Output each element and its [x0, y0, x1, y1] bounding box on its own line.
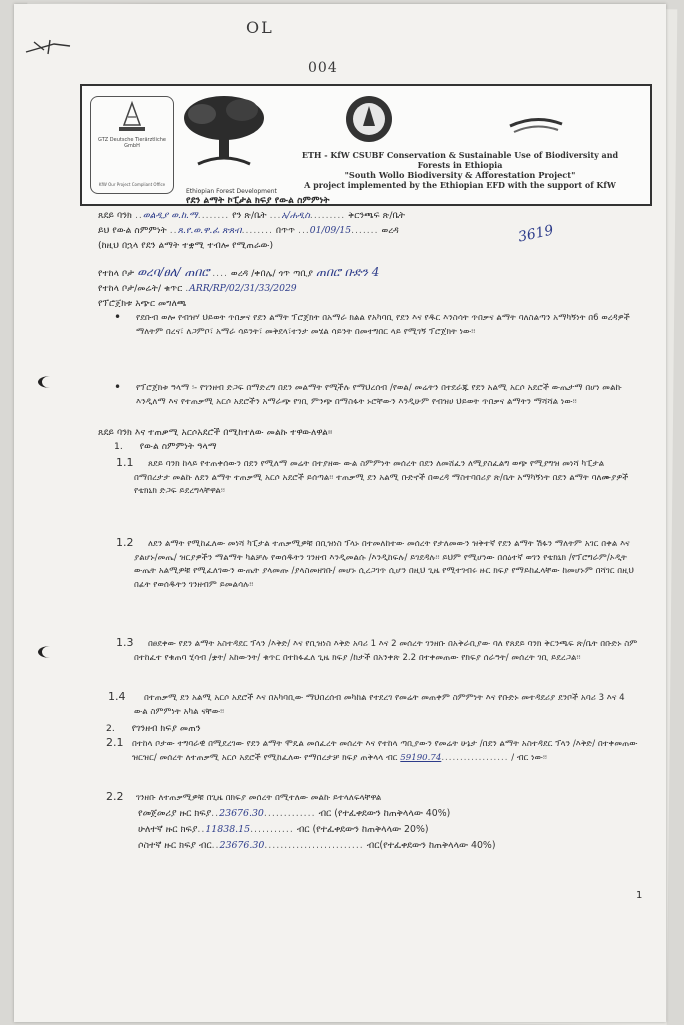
bullet-marker: • — [114, 310, 122, 324]
site-value: ወረባ/ፀለ/ ጠበሮ — [137, 265, 210, 279]
banner-line-4: A project implemented by the Ethiopian EFD with the support of KfW — [304, 180, 616, 190]
handwritten-doc-number: 004 — [308, 60, 338, 76]
section-1-heading: 1. የውል ስምምነት ዓላማ — [114, 441, 217, 452]
address-line: የተከላ ቦታ ወረባ/ፀለ/ ጠበሮ .... ወረዳ /ቀበሌ/ ጎጥ ጣቢያ ጠበሮ ቡድን 4 — [98, 265, 380, 279]
field-agreement-line: ይህ የውል ስምምነት ..ጸ.የ.ወ.ዋ.ፈ ጽጸብ........ በጥጥ ...01/09/15....... ወረዳ — [98, 225, 399, 236]
project-banner — [80, 84, 652, 206]
gtz-logo-subtext: KfW Our Project Compliant Office — [98, 182, 166, 187]
banner-line-1: ETH - KfW CSUBF Conservation & Sustainable Use of Biodiversity and — [301, 150, 619, 160]
gtz-logo-text: GTZ Deutsche Tierärztliche GmbH — [98, 137, 166, 149]
site-label: የተከላ ቦታ — [98, 268, 135, 279]
handwritten-top-mark: OL — [246, 18, 274, 37]
clause-1-1-number: 1.1 — [116, 456, 134, 469]
date-value: 01/09/15 — [309, 225, 352, 236]
clause-2-1-number: 2.1 — [106, 736, 124, 749]
clause-1-2-text: ለደን ልማት የሚከፈለው መነሻ ካፒታል ተጠቃሚዎቹ በቢዝነስ ፕላኑ በተመለከተው መሰረት የታለመውን ዝቅተኛ የደን ልማት ሽፋን ማለትም አገር በቀል እና ያልሆኑ/መጤ/ ዝርያዎችን ማልማት ካልቻሉ የወሰዱትን ገንዘብ እንዲመልሱ /እንዲከፍሉ/ ይገደዳሉ፡፡ ይህም የሚሆነው በሰዕተኛ ወገን የቴክኒክ /የፕሮግራም/ኦዲት ውጤት አልሚዎቹ የሚፈለገውን ውጤት ያላመጡ /ያላስመዘገቡ/ መሆኑ ሲረጋገጥ ሲሆን በዚህ ጊዜ የሚተገብሩ ዙር ክፍያ የማይከፈላቸው ከመሆኑም በሻገር በዚህ በፊት የወሰዱትን ገንዘብም ይመልሳሉ፡፡ — [134, 539, 634, 590]
clause-2-1-text: በተከላ ቦታው ተግባራዊ በሚደረገው የደን ልማት ሞዴል መሰፈረት መሰረት እና የተከላ ጣቢያውን የመሬት ሁኔታ /በደን ልማት አስተዳደር ፕላን /እቅድ/ በተቀመጠው ዝርዝር/ መሰረት ለተጠቃሚ አርሶ አደሮች የሚከፈለው የማበረታቻ ክፍያ ጠቅላላ ብር 59190.74.................. / ብር ነው፡፡ — [132, 739, 638, 763]
site-value-2: ጠበሮ ቡድን 4 — [316, 265, 380, 279]
installment-2-amount: 11838.15 — [205, 824, 251, 835]
beneficiary-note: (ከዚህ በኋላ የደን ልማት ተቋሚ ተብሎ የሚጠራው) — [98, 240, 274, 251]
banner-line-2: Forests in Ethiopia — [417, 160, 503, 170]
installment-row: የመጀመሪያ ዙር ክፍያ..23676.30............. ብር (የተፈቀደውን ከጠቅላላው 40%) — [138, 808, 451, 819]
agreement-label: ይህ የውል ስምምነት — [98, 225, 167, 236]
banner-line-3: "South Wollo Biodiversity & Afforestation Project" — [344, 170, 576, 180]
clause-1-3-number: 1.3 — [116, 636, 134, 649]
bullet-marker: • — [114, 380, 122, 394]
bank-office-value: አ/ሐዲስ — [281, 210, 310, 221]
page-number: 1 — [636, 890, 643, 901]
punch-hole — [38, 376, 62, 388]
pen-scribble-icon — [24, 36, 72, 58]
banner-title — [278, 150, 642, 190]
bullet-2-text: የፕሮጀክቱ ዓላማ ፡- የገንዘብ ድጋፍ በማድረግ በደን መልማት የሚችሉ የማህረሰብ /የወል/ መሬትን በተደራጁ የደን አልሚ አርሶ አደሮች ውጤታማ በሆነ መልኩ እንዲለማ እና የተጠቃሚ አርሶ አደሮችን አማራጭ የገቢ ምንጭ በማስፋት ኑሮቸውን እንዲሁም የብዝሀ ህይወት ጥበቃና ልማትን ማሻሻል ነው፡፡ — [136, 383, 622, 407]
date-label: በጥጥ — [275, 225, 296, 236]
agreement-intro: ጸደይ ባንክ እና ተጠቃሚ አርሶአደሮች በሚከተለው መልኩ ተዋውለዋል፡፡ — [98, 427, 333, 438]
code-value: ARR/RP/02/31/33/2029 — [189, 283, 297, 294]
clause-1-4-text: በተጠቃሚ ደን አልሚ አርሶ አደሮች እና በአካባቢው ማህበረሰብ መካከል የተደረገ የመሬት መጠቀም ስምምነት እና የቡድኑ መተዳደሪያ ደንቦች አባሪ 3 እና 4 ውል ስምምነት አካል ናቸው፡፡ — [134, 693, 625, 717]
efd-seal-icon — [344, 94, 394, 144]
clause-1-2-number: 1.2 — [116, 536, 134, 549]
bank-label: ጸደይ ባንክ — [98, 210, 133, 221]
gtz-emblem-icon — [91, 97, 173, 137]
clause-2-2-number: 2.2 — [106, 790, 124, 803]
agreement-value: ጸ.የ.ወ.ዋ.ፈ ጽጸብ — [177, 225, 242, 236]
kfw-logo-icon — [506, 114, 566, 144]
section-2-heading: 2. የገንዘብ ክፍያ መጠን — [106, 723, 201, 734]
district-label: ወረዳ — [381, 225, 399, 236]
project-summary-heading: የፕሮጀክቱ አጭር መግለጫ — [98, 298, 187, 309]
code-line: የተከላ ቦታ/መሬት/ ቁጥር .ARR/RP/02/31/33/2029 — [98, 283, 297, 294]
gtz-logo — [90, 96, 174, 194]
installment-1-amount: 23676.30 — [219, 808, 264, 819]
bullet-1-text: የደቡብ ወሎ የብዝሃ ህይወት ጥበቃና የደን ልማት ፕሮጀክት በአማራ ክልል የአካባቢ የደን እና የዱር እንስሳት ጥበቃና ልማት ባለስልጣን አማካኝነት በ6 ወረዳዎች ማለትም በረና፣ ለጋምቦ፣ አማራ ሳይንት፣ መቅደላ፣ተንታ መሄል ሳይንት በመተግበር ላይ የሚገኝ ፕሮጀክት ነው፡፡ — [136, 313, 630, 337]
total-amount-value: 59190.74 — [400, 752, 442, 763]
bank-office-label: የን ጽ/ቤት — [232, 210, 267, 221]
handwritten-margin-note: 3619 — [516, 222, 555, 246]
installment-3-amount: 23676.30 — [219, 840, 265, 851]
clause-1-4-number: 1.4 — [108, 690, 126, 703]
installment-row: ሁለተኛ ዙር ክፍያ..11838.15........... ብር (የተፈቀደውን ከጠቅላላው 20%) — [138, 824, 429, 835]
clause-1-1-text: ጸደይ ባንክ ከላይ የተጠቀሰውን በደን የሚለማ መሬት በተያዘው ውል ስምምነት መሰረት በደን ለመሸፈን ለሚያስፈልግ ወጭ የሚያግዝ መነሻ ካፒታል በማበረታታ መልኩ ለደን ልማት ተጠቃሚ አርሶ አደሮች ይሰጣል፡፡ ተጠቃሚ ደን አልሚ ቡድኖች በወረዳ ማስተባበሪያ ጽ/ቤት አማካኝነት በደን ልማት ባለሙያዎች የቴክኒክ ድጋፍ ይደረግላቸዋል፡፡ — [134, 459, 629, 497]
site-mid-label: ወረዳ /ቀበሌ/ ጎጥ ጣቢያ — [230, 268, 314, 279]
punch-hole — [38, 646, 62, 658]
bank-branch-value: ወልዲያ ወ.ከ.ማ — [142, 210, 198, 221]
field-bank-line: ጸደይ ባንክ ..ወልዲያ ወ.ከ.ማ........ የን ጽ/ቤት ...አ/ሐዲስ......... ቅርንጫፍ ጽ/ቤት — [98, 210, 406, 221]
code-label: የተከላ ቦታ/መሬት/ ቁጥር — [98, 283, 183, 294]
clause-1-3-text: በፀደቀው የደን ልማት አስተዳደር ፕላን /እቅድ/ እና የቢዝነስ እቅድ አባሪ 1 እና 2 መሰረት ገንዘቡ በአቅራቢያው ባለ የጸደይ ባንክ ቅርንጫፍ ጽ/ቤት በቡድኑ ስም በተከፈተ የቁጠባ ሂሳብ /ቋት/ አከውንት/ ቁጥር በተከፋፈለ ጊዜ ክፍያ /ከታች በአንቀጽ 2.2 በተቀመጠው የክፍያ ሰራዓት/ መሰረት ገቢ ይደረጋል፡፡ — [134, 639, 638, 663]
document-page — [14, 4, 666, 1022]
clause-2-2-text: ገንዘቡ ለተጠቃሚዎቹ በጊዜ በክፍያ መሰረት በሚተለው መልኩ ይተላለፍላቸዋል — [136, 793, 382, 803]
form-title: የደን ልማት ኮፒታል ክፍያ የውል ስምምነት — [186, 195, 330, 206]
installment-row: ሶስተኛ ዙር ክፍያ ብር..23676.30......................... ብር(የተፈቀደውን ከጠቅላላው 40%) — [138, 840, 496, 851]
tree-logo-icon — [178, 92, 270, 172]
development-label: Ethiopian Forest Development — [186, 188, 277, 195]
bank-branch-label: ቅርንጫፍ ጽ/ቤት — [348, 210, 406, 221]
